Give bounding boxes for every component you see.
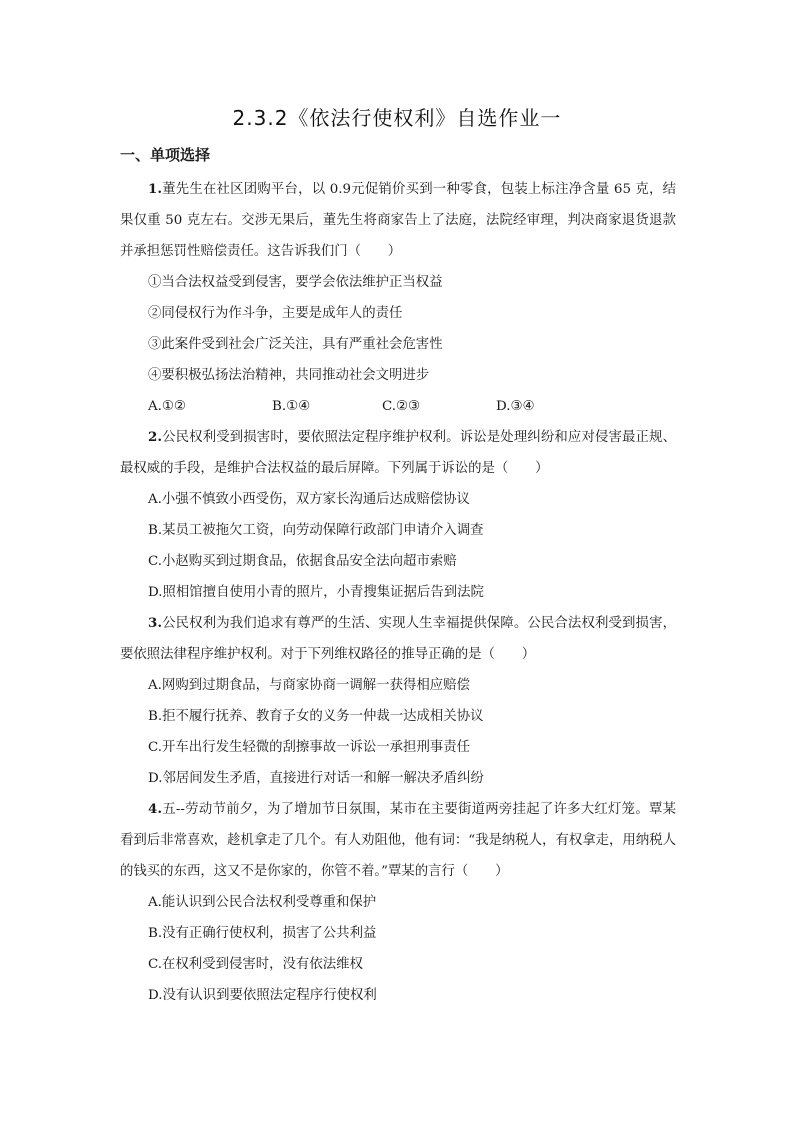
section-heading: 一、单项选择 [120,146,211,164]
question-4-stem: 4.五--劳动节前夕，为了增加节日氛围，某市在主要街道两旁挂起了许多大红灯笼。覃某看到后非常喜欢，趁机拿走了几个。有人劝阻他，他有词：“我是纳税人，有权拿走，用纳税人的钱买的东西，这又不是你家的，你管不着。”覃某的言行（ ） [120,801,676,879]
option-a: A.小强不慎致小西受伤，双方家长沟通后达成赔偿协议 [148,492,470,507]
option-d: D.照相馆擅自使用小青的照片，小青搜集证据后告到法院 [148,585,484,600]
option-b: B.没有正确行使权利，损害了公共利益 [148,926,377,941]
choice-b: B.①④ [272,399,311,414]
question-2-stem: 2.公民权利受到损害时，要依照法定程序维护权利。诉讼是处理纠纷和应对侵害最正规、最权威的手段，是维护合法权益的最后屏障。下列属于诉讼的是（ ） [120,429,676,476]
statement-4: ④要积极弘扬法治精神，共同推动社会文明进步 [148,368,430,383]
option-c: C.在权利受到侵害时，没有依法维权 [148,957,363,972]
choice-d: D.③④ [496,399,535,414]
option-d: D.邻居间发生矛盾，直接进行对话一和解一解决矛盾纠纷 [148,771,484,786]
question-number: 1. [148,181,162,197]
question-number: 2. [148,429,162,445]
statement-2: ②同侵权行为作斗争，主要是成年人的责任 [148,306,403,321]
question-number: 3. [148,615,162,631]
question-list [120,174,676,1011]
option-c: C.小赵购买到过期食品，依据食品安全法向超市索赔 [148,554,457,569]
option-a: A.能认识到公民合法权利受尊重和保护 [148,895,377,910]
document-title: 2.3.2《依法行使权利》自选作业一 [232,106,562,130]
question-1-stem: 1.董先生在社区团购平台，以 0.9元促销价买到一种零食，包装上标注净含量 65 克，结果仅重 50 克左右。交涉无果后，董先生将商家告上了法庭，法院经审理，判决商家退货退款并承担惩罚性赔偿责任。这告诉我们门（ ） [120,181,676,259]
statement-3: ③此案件受到社会广泛关注，具有严重社会危害性 [148,337,443,352]
option-b: B.某员工被拖欠工资，向劳动保障行政部门申请介入调查 [148,523,484,538]
option-c: C.开车出行发生轻微的刮擦事故一诉讼一承担刑事责任 [148,740,471,755]
statement-1: ①当合法权益受到侵害，要学会依法维护正当权益 [148,275,443,290]
choice-c: C.②③ [382,399,421,414]
option-a: A.网购到过期食品，与商家协商一调解一获得相应赔偿 [148,678,470,693]
option-d: D.没有认识到要依照法定程序行使权利 [148,988,377,1003]
option-b: B.拒不履行抚养、教育子女的义务一仲裁一达成相关协议 [148,709,484,724]
choice-a: A.①② [148,399,186,414]
question-1-choices [120,391,676,422]
question-number: 4. [148,801,162,817]
question-3-stem: 3.公民权利为我们追求有尊严的生活、实现人生幸福提供保障。公民合法权利受到损害，要依照法律程序维护权利。对于下列维权路径的推导正确的是（ ） [120,615,676,662]
